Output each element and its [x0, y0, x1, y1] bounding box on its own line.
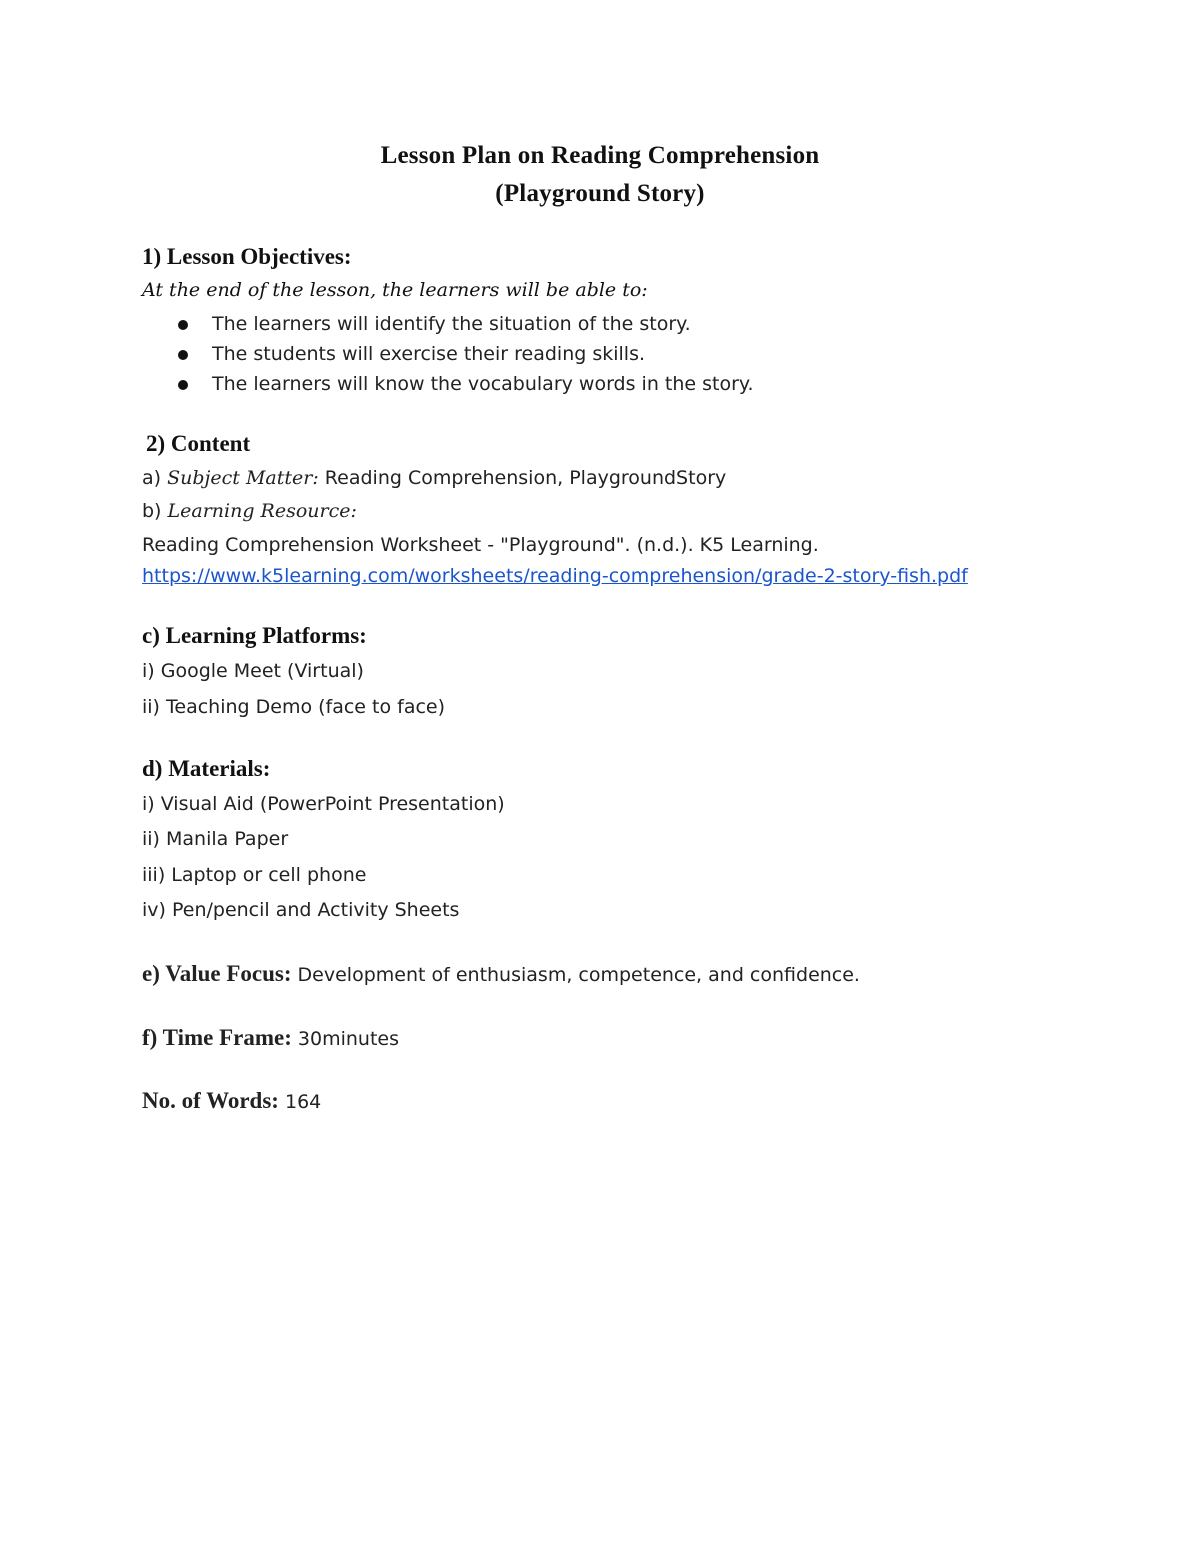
subject-prefix: a): [142, 467, 168, 489]
word-count-line: [142, 1087, 321, 1116]
word-count-value: 164: [278, 1091, 322, 1113]
subject-value: Reading Comprehension, PlaygroundStory: [318, 467, 727, 489]
resource-link-row: [142, 562, 968, 590]
document-title: Lesson Plan on Reading Comprehension: [380, 142, 820, 169]
time-frame-label: f) Time Frame:: [142, 1025, 292, 1050]
material-item: iv) Pen/pencil and Activity Sheets: [142, 899, 460, 921]
time-frame-line: [142, 1024, 399, 1053]
bullet-icon: [178, 380, 188, 390]
document-subtitle: (Playground Story): [495, 180, 705, 207]
time-frame-value: 30minutes: [291, 1028, 400, 1050]
material-item: iii) Laptop or cell phone: [142, 864, 367, 886]
resource-link[interactable]: https://www.k5learning.com/worksheets/reading-comprehension/grade-2-story-fish.pdf: [142, 565, 968, 587]
resource-label: Learning Resource:: [167, 500, 357, 522]
value-focus-label: e) Value Focus:: [142, 961, 292, 986]
resource-reference: Reading Comprehension Worksheet - "Playground". (n.d.). K5 Learning.: [142, 534, 819, 556]
platform-item: ii) Teaching Demo (face to face): [142, 696, 446, 718]
materials-heading: d) Materials:: [142, 756, 271, 781]
subject-matter-line: [142, 464, 726, 492]
content-heading: 2) Content: [146, 431, 251, 456]
learning-resource-line: [142, 497, 357, 525]
bullet-icon: [178, 350, 188, 360]
material-item: i) Visual Aid (PowerPoint Presentation): [142, 793, 505, 815]
objective-item: The learners will know the vocabulary words in the story.: [212, 373, 754, 395]
platform-item: i) Google Meet (Virtual): [142, 660, 364, 682]
bullet-icon: [178, 320, 188, 330]
objective-item: The students will exercise their reading skills.: [212, 343, 646, 365]
word-count-label: No. of Words:: [142, 1088, 279, 1113]
material-item: ii) Manila Paper: [142, 828, 289, 850]
platforms-heading: c) Learning Platforms:: [142, 623, 367, 648]
objective-item: The learners will identify the situation of the story.: [212, 313, 691, 335]
resource-prefix: b): [142, 500, 168, 522]
objectives-heading: 1) Lesson Objectives:: [142, 244, 352, 269]
objectives-intro: At the end of the lesson, the learners will be able to:: [142, 279, 648, 301]
subject-label: Subject Matter:: [167, 467, 319, 489]
value-focus-line: [142, 960, 860, 989]
value-focus-value: Development of enthusiasm, competence, and confidence.: [291, 964, 860, 986]
